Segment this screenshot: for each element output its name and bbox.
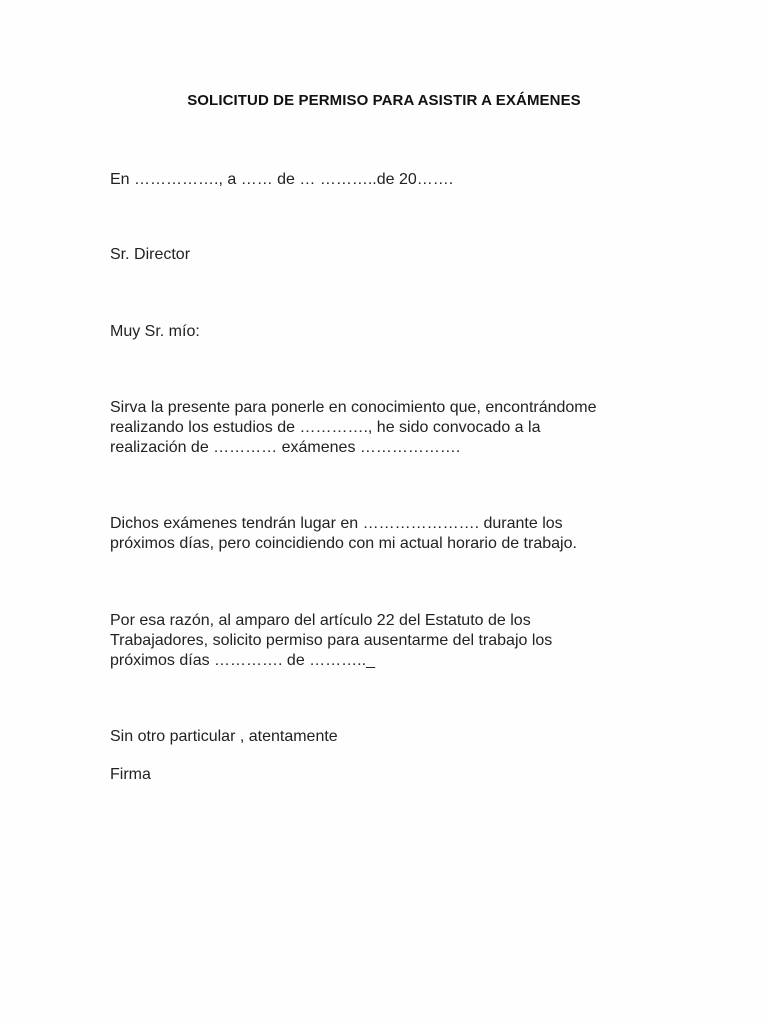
paragraph-line: realización de ………… exámenes ………………. — [110, 439, 461, 456]
closing: Sin otro particular , atentamente — [110, 728, 338, 745]
document-title: SOLICITUD DE PERMISO PARA ASISTIR A EXÁMENES — [187, 92, 581, 109]
paragraph-request — [110, 611, 650, 671]
salutation: Muy Sr. mío: — [110, 323, 200, 340]
paragraph-line: próximos días …………. de ……….._ — [110, 652, 375, 669]
paragraph-line: realizando los estudios de …………., he sido convocado a la — [110, 419, 541, 436]
signature-label: Firma — [110, 766, 151, 783]
paragraph-line: Sirva la presente para ponerle en conocimiento que, encontrándome — [110, 399, 597, 416]
paragraph-line: Trabajadores, solicito permiso para ausentarme del trabajo los — [110, 632, 553, 649]
paragraph-studies — [110, 398, 650, 458]
paragraph-line: próximos días, pero coincidiendo con mi actual horario de trabajo. — [110, 535, 577, 552]
recipient: Sr. Director — [110, 246, 191, 263]
paragraph-exams — [110, 514, 650, 554]
paragraph-line: Por esa razón, al amparo del artículo 22 del Estatuto de los — [110, 612, 531, 629]
paragraph-line: Dichos exámenes tendrán lugar en …………………. durante los — [110, 515, 563, 532]
date-line: En ……………., a …… de … ………..de 20……. — [110, 171, 454, 188]
